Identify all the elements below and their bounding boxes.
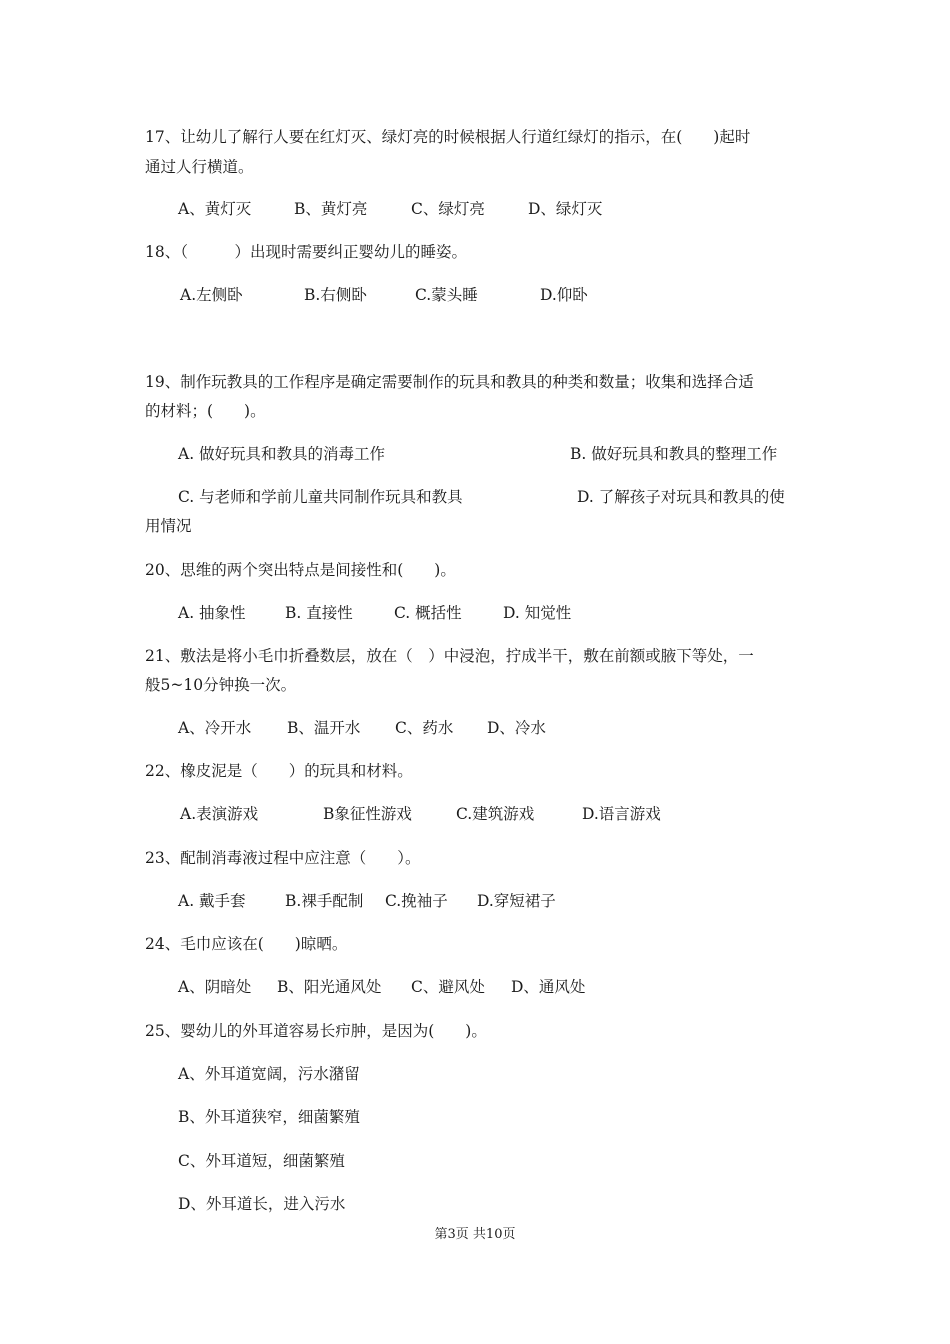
option-d: D. 知觉性 — [503, 604, 572, 622]
option-b: B.裸手配制 — [285, 892, 364, 910]
question-24-stem: 24、毛巾应该在( )晾晒。 — [145, 935, 348, 953]
question-25-stem: 25、婴幼儿的外耳道容易长疖肿，是因为( )。 — [145, 1022, 487, 1040]
option-c: C、绿灯亮 — [411, 200, 485, 218]
question-24-options — [178, 972, 818, 1002]
question-25-option-d: D、外耳道长，进入污水 — [178, 1195, 346, 1213]
option-c: C. 与老师和学前儿童共同制作玩具和教具 — [178, 488, 463, 506]
option-c: C.蒙头睡 — [415, 286, 478, 304]
option-b: B象征性游戏 — [323, 805, 412, 823]
page-footer: 第3页 共10页 — [434, 1227, 516, 1242]
option-a: A. 戴手套 — [178, 892, 246, 910]
question-17-stem-line-1: 17、让幼儿了解行人要在红灯灭、绿灯亮的时候根据人行道红绿灯的指示，在( )起时 — [145, 128, 751, 146]
question-22-stem: 22、橡皮泥是（ ）的玩具和材料。 — [145, 762, 413, 780]
question-20-stem: 20、思维的两个突出特点是间接性和( )。 — [145, 561, 456, 579]
question-25-option-c: C、外耳道短，细菌繁殖 — [178, 1152, 345, 1170]
question-19-option-d-wrap: 用情况 — [145, 517, 192, 535]
option-c: C、药水 — [395, 719, 454, 737]
option-b: B、黄灯亮 — [294, 200, 368, 218]
option-a: A. 抽象性 — [178, 604, 246, 622]
question-20-options — [178, 598, 818, 628]
question-19-options-row-1 — [178, 439, 818, 469]
question-18-stem: 18、（ ）出现时需要纠正婴幼儿的睡姿。 — [145, 243, 467, 261]
option-a: A. 做好玩具和教具的消毒工作 — [178, 445, 386, 463]
option-a: A.左侧卧 — [180, 286, 243, 304]
question-25-option-b: B、外耳道狭窄，细菌繁殖 — [178, 1108, 360, 1126]
option-c: C. 概括性 — [394, 604, 462, 622]
option-a: A、阴暗处 — [178, 978, 252, 996]
question-17-options — [178, 194, 818, 224]
question-21-stem-line-1: 21、敷法是将小毛巾折叠数层，放在（ ）中浸泡，拧成半干，敷在前额或腋下等处，一 — [145, 647, 754, 665]
option-a: A、黄灯灭 — [178, 200, 252, 218]
option-d: D.语言游戏 — [582, 805, 661, 823]
option-b: B. 做好玩具和教具的整理工作 — [570, 445, 778, 463]
option-b: B. 直接性 — [285, 604, 353, 622]
option-a: A、冷开水 — [178, 719, 252, 737]
question-19-stem-line-2: 的材料；( )。 — [145, 402, 266, 420]
option-d: D. 了解孩子对玩具和教具的使 — [577, 488, 785, 506]
question-19-options-row-2 — [178, 482, 818, 512]
option-d: D.穿短裙子 — [477, 892, 556, 910]
option-c: C、避风处 — [411, 978, 485, 996]
question-23-options — [178, 886, 818, 916]
question-18-options — [178, 280, 818, 310]
option-b: B.右侧卧 — [304, 286, 367, 304]
question-23-stem: 23、配制消毒液过程中应注意（ ）。 — [145, 849, 421, 867]
option-d: D、冷水 — [487, 719, 546, 737]
option-a: A.表演游戏 — [180, 805, 259, 823]
option-b: B、阳光通风处 — [277, 978, 382, 996]
option-c: C.挽袖子 — [385, 892, 448, 910]
option-b: B、温开水 — [287, 719, 361, 737]
question-25-option-a: A、外耳道宽阔，污水潴留 — [178, 1065, 360, 1083]
question-22-options — [178, 799, 818, 829]
option-c: C.建筑游戏 — [456, 805, 535, 823]
question-17-stem-line-2: 通过人行横道。 — [145, 158, 254, 176]
option-d: D、通风处 — [511, 978, 586, 996]
question-21-stem-line-2: 般5~10分钟换一次。 — [145, 676, 297, 694]
question-19-stem-line-1: 19、制作玩教具的工作程序是确定需要制作的玩具和教具的种类和数量；收集和选择合适 — [145, 373, 754, 391]
question-21-options — [178, 713, 818, 743]
option-d: D.仰卧 — [540, 286, 588, 304]
option-d: D、绿灯灭 — [528, 200, 603, 218]
